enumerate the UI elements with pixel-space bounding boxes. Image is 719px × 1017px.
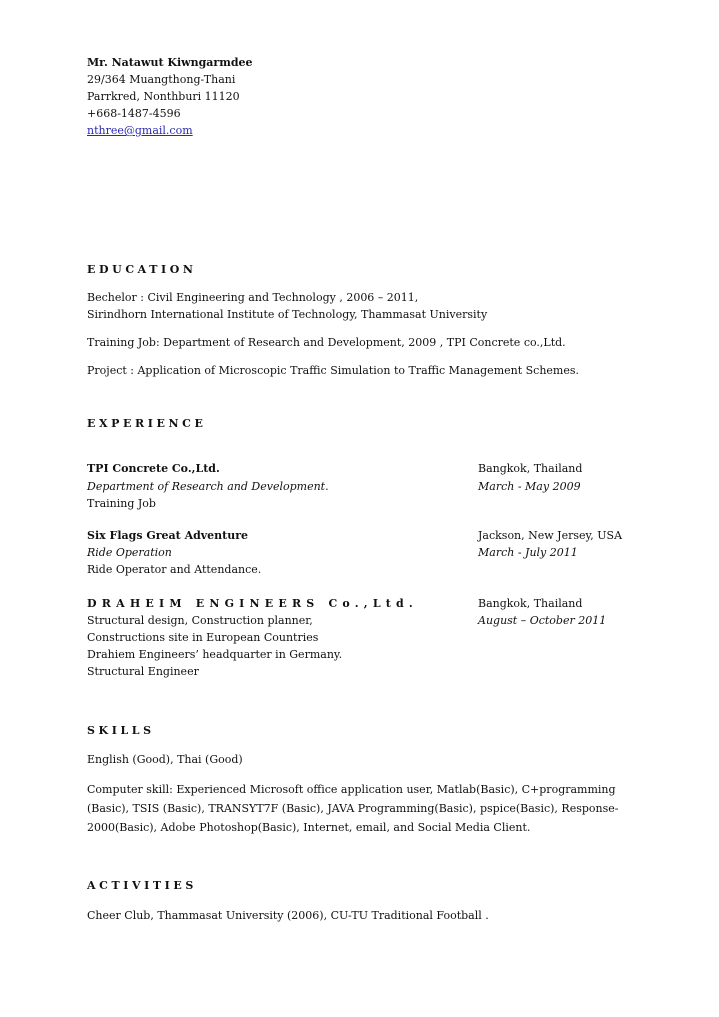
job-role: Ride Operator and Attendance. [87, 563, 262, 576]
activities-text: Cheer Club, Thammasat University (2006), CU-TU Traditional Football . [87, 909, 489, 922]
education-project: Project : Application of Microscopic Traffic Simulation to Traffic Management Schemes. [87, 364, 580, 377]
contact-address-line-1: 29/364 Muangthong-Thani [87, 73, 236, 86]
job-role: Structural Engineer [87, 665, 199, 678]
job-location: Bangkok, Thailand [478, 597, 583, 610]
job-location: Jackson, New Jersey, USA [478, 529, 623, 542]
skills-computer-line: (Basic), TSIS (Basic), TRANSYT7F (Basic), JAVA Programming(Basic), pspice(Basic), Response- [87, 802, 619, 815]
job-description-line: Constructions site in European Countries [87, 631, 319, 644]
activities-heading: ACTIVITIES [87, 879, 197, 892]
skills-heading: SKILLS [87, 724, 155, 737]
contact-email-link[interactable]: nthree@gmail.com [87, 124, 193, 137]
job-company: Six Flags Great Adventure [87, 529, 249, 542]
job-department: Ride Operation [87, 546, 172, 559]
job-company: TPI Concrete Co.,Ltd. [87, 462, 220, 475]
education-institution: Sirindhorn International Institute of Technology, Thammasat University [87, 308, 488, 321]
contact-phone: +668-1487-4596 [87, 107, 181, 120]
job-company: DRAHEIM ENGINEERS Co.,Ltd. [87, 597, 418, 610]
job-dates: August – October 2011 [478, 614, 607, 627]
experience-heading: EXPERIENCE [87, 417, 207, 430]
skills-languages: English (Good), Thai (Good) [87, 753, 243, 766]
skills-computer-line: 2000(Basic), Adobe Photoshop(Basic), Internet, email, and Social Media Client. [87, 821, 531, 834]
job-role: Training Job [87, 497, 156, 510]
job-description-line: Drahiem Engineers’ headquarter in Germany. [87, 648, 343, 661]
contact-address-line-2: Parrkred, Nonthburi 11120 [87, 90, 240, 103]
education-heading: EDUCATION [87, 263, 197, 276]
contact-name: Mr. Natawut Kiwngarmdee [87, 56, 253, 69]
education-degree: Bechelor : Civil Engineering and Technology , 2006 – 2011, [87, 291, 419, 304]
job-department: Department of Research and Development. [87, 480, 329, 493]
job-dates: March - May 2009 [478, 480, 581, 493]
job-description-line: Structural design, Construction planner, [87, 614, 313, 627]
skills-computer-line: Computer skill: Experienced Microsoft office application user, Matlab(Basic), C+programming [87, 783, 616, 796]
education-training: Training Job: Department of Research and Development, 2009 , TPI Concrete co.,Ltd. [87, 336, 566, 349]
job-dates: March - July 2011 [478, 546, 578, 559]
job-location: Bangkok, Thailand [478, 462, 583, 475]
